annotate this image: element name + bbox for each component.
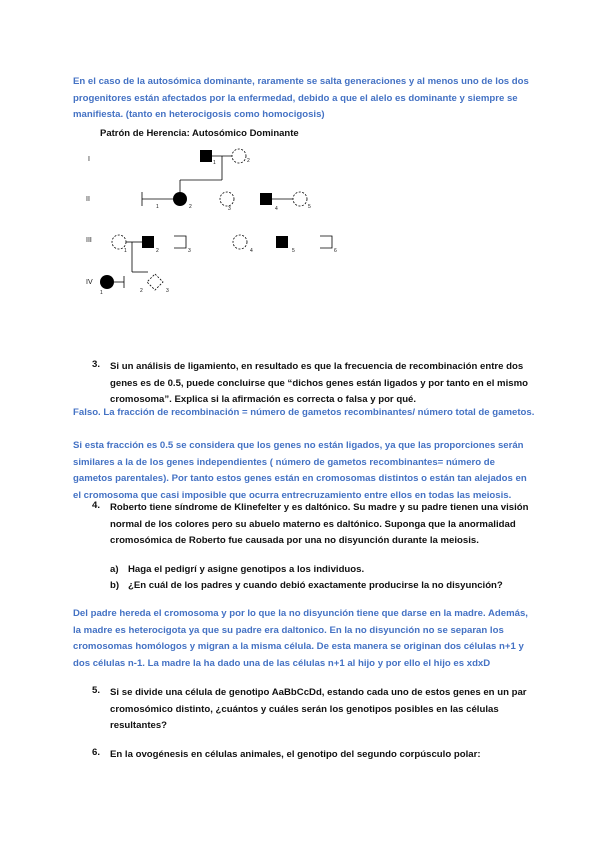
pedigree-label: 3	[188, 248, 191, 254]
gen2-affected-male	[260, 193, 272, 205]
gen1-unaffected-female	[232, 149, 246, 163]
gen1-affected-male	[200, 150, 212, 162]
pedigree-title: Patrón de Herencia: Autosómico Dominante	[100, 128, 299, 139]
pedigree-label: 2	[156, 248, 159, 254]
gen3-unaffected-male-2	[320, 236, 332, 248]
gen2-unaffected-female	[220, 192, 234, 206]
gen-label-i: I	[88, 156, 90, 163]
q5-number: 5.	[92, 685, 101, 696]
q4-text: Roberto tiene síndrome de Klinefelter y es daltónico. Su madre y su padre tienen una visión normal de los colores pero su abuelo materno es daltónico. Suponga que la anormalidad cromosómica de Roberto fue causada por una no disyunción durante la meiosis.	[110, 502, 529, 546]
gen-label-iv: IV	[86, 279, 93, 286]
q3-answer-2: Si esta fracción es 0.5 se considera que los genes no están ligados, ya que las proporciones serán similares a la de los genes independientes ( número de gametos recombinantes= número de gametos parentales). Por tanto estos genes están en cromosomas distintos o están tan alejados en el cromosoma que casi imposible que ocurra entrecruzamiento entre ellos en todas las meiosis.	[73, 440, 527, 501]
pedigree-label: 1	[100, 290, 103, 296]
gen3-affected-male-2	[276, 236, 288, 248]
q4-item-b-label: b)	[110, 580, 120, 591]
pedigree-label: 1	[213, 160, 216, 166]
q4-item-a-label: a)	[110, 564, 119, 575]
q6-number: 6.	[92, 747, 101, 758]
q4-answer: Del padre hereda el cromosoma y por lo que la no disyunción tiene que darse en la madre. Además, la madre es heterocigota ya que su padre era daltonico. En la no disyunción no se separan los cromosomas homólogos y migran a la misma célula. De esta manera se originan dos células n+1 y dos células n-1. La madre la ha dado una de las células n+1 al hijo y por ello el hijo es xdxD	[73, 608, 528, 669]
q4-item-b-text: ¿En cuál de los padres y cuando debió exactamente producirse la no disyunción?	[128, 580, 503, 591]
gen4-unknown-sex	[147, 274, 163, 290]
gen2-unaffected-female-2	[293, 192, 307, 206]
gen3-affected-male	[142, 236, 154, 248]
gen4-affected-female	[100, 275, 114, 289]
pedigree-label: 1	[124, 248, 127, 254]
gen3-unaffected-female	[112, 235, 126, 249]
gen2-affected-female	[173, 192, 187, 206]
pedigree-label: 6	[334, 248, 337, 254]
gen3-unaffected-male	[174, 236, 186, 248]
q5-text: Si se divide una célula de genotipo AaBbCcDd, estando cada uno de estos genes en un par cromosómico distinto, ¿cuántos y cuáles serán los genotipos posibles en las células resultantes?	[110, 687, 527, 731]
pedigree-label: 2	[189, 204, 192, 210]
q3-answer-1: Falso. La fracción de recombinación = número de gametos recombinantes/ número total de gametos.	[73, 407, 535, 418]
pedigree-label: 5	[308, 204, 311, 210]
q3-number: 3.	[92, 359, 101, 370]
pedigree-label: 2	[140, 288, 143, 294]
q4-item-a-text: Haga el pedigrí y asigne genotipos a los individuos.	[128, 564, 365, 575]
q4-item-b	[110, 580, 503, 591]
q4-item-a	[110, 564, 364, 575]
pedigree-label: 2	[247, 158, 250, 164]
intro-paragraph: En el caso de la autosómica dominante, raramente se salta generaciones y al menos uno de los dos progenitores están afectados por la enfermedad, debido a que el alelo es dominante y siempre se manifiesta. (tanto en heterocigosis como homocigosis)	[73, 76, 529, 120]
pedigree-label: 1	[156, 204, 159, 210]
pedigree-label: 3	[228, 206, 231, 212]
gen3-unaffected-female-2	[233, 235, 247, 249]
q3-text: Si un análisis de ligamiento, en resultado es que la frecuencia de recombinación entre dos genes es de 0.5, puede concluirse que “dichos genes están ligados y por tanto en el mismo cromosoma”. Explica si la afirmación es correcta o falsa y por qué.	[110, 361, 528, 405]
gen-label-ii: II	[86, 196, 90, 203]
pedigree-label: 5	[292, 248, 295, 254]
pedigree-label: 4	[250, 248, 253, 254]
pedigree-label: 3	[166, 288, 169, 294]
gen-label-iii: III	[86, 237, 92, 244]
q6-text: En la ovogénesis en células animales, el genotipo del segundo corpúsculo polar:	[110, 749, 481, 760]
q4-number: 4.	[92, 500, 101, 511]
pedigree-label: 4	[275, 206, 278, 212]
pedigree-diagram	[80, 124, 360, 304]
